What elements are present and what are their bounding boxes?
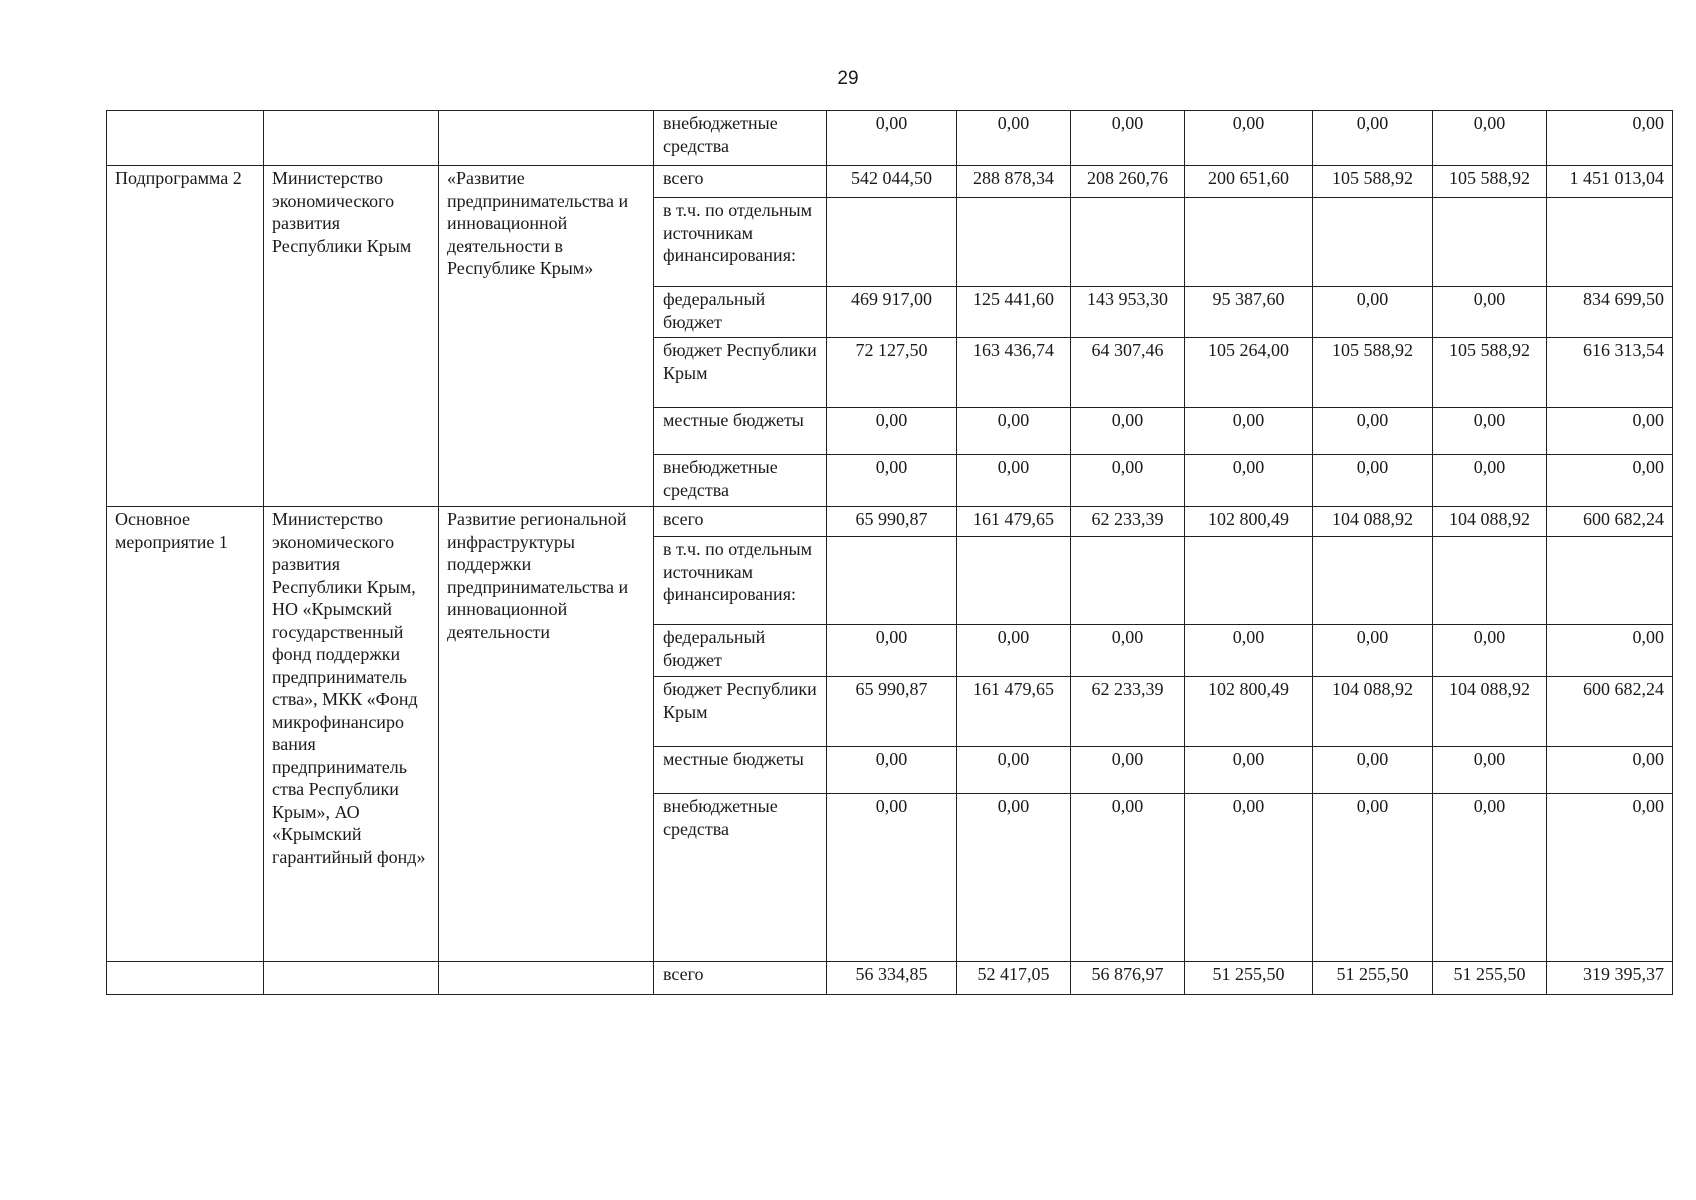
total-value-cell: 0,00: [1547, 794, 1673, 962]
year-value-cell: [1433, 198, 1547, 287]
entity-cell: Основное мероприятие 1: [107, 507, 264, 962]
year-value-cell: 62 233,39: [1071, 507, 1185, 537]
total-value-cell: [1547, 537, 1673, 625]
year-value-cell: 125 441,60: [957, 287, 1071, 338]
funding-source-cell: внебюджетные средства: [654, 111, 827, 166]
year-value-cell: 0,00: [1433, 747, 1547, 794]
executor-cell: Министерство экономического развития Республики Крым: [264, 166, 439, 507]
year-value-cell: [827, 198, 957, 287]
year-value-cell: 0,00: [1071, 455, 1185, 507]
year-value-cell: 542 044,50: [827, 166, 957, 198]
page-number: 29: [837, 68, 859, 89]
year-value-cell: 0,00: [1313, 408, 1433, 455]
year-value-cell: [1071, 537, 1185, 625]
year-value-cell: 0,00: [1313, 287, 1433, 338]
year-value-cell: 0,00: [1433, 408, 1547, 455]
year-value-cell: 0,00: [827, 625, 957, 677]
year-value-cell: 0,00: [1185, 794, 1313, 962]
year-value-cell: 0,00: [1071, 794, 1185, 962]
year-value-cell: 104 088,92: [1433, 677, 1547, 747]
total-value-cell: 616 313,54: [1547, 338, 1673, 408]
year-value-cell: 0,00: [1185, 625, 1313, 677]
year-value-cell: 51 255,50: [1433, 962, 1547, 995]
year-value-cell: 104 088,92: [1313, 507, 1433, 537]
funding-source-cell: федеральный бюджет: [654, 287, 827, 338]
year-value-cell: 0,00: [1071, 111, 1185, 166]
year-value-cell: 95 387,60: [1185, 287, 1313, 338]
year-value-cell: 51 255,50: [1185, 962, 1313, 995]
name-cell: Развитие региональной инфраструктуры поддержки предпринимательства и инновационной деятельности: [439, 507, 654, 962]
year-value-cell: 161 479,65: [957, 677, 1071, 747]
year-value-cell: [1071, 198, 1185, 287]
total-value-cell: 600 682,24: [1547, 507, 1673, 537]
year-value-cell: 0,00: [1433, 111, 1547, 166]
year-value-cell: 0,00: [1313, 111, 1433, 166]
year-value-cell: 208 260,76: [1071, 166, 1185, 198]
funding-source-cell: всего: [654, 166, 827, 198]
year-value-cell: 105 588,92: [1433, 166, 1547, 198]
year-value-cell: 0,00: [1433, 287, 1547, 338]
name-cell: «Развитие предпринимательства и инновационной деятельности в Республике Крым»: [439, 166, 654, 507]
year-value-cell: 64 307,46: [1071, 338, 1185, 408]
year-value-cell: 0,00: [957, 625, 1071, 677]
year-value-cell: 0,00: [827, 747, 957, 794]
budget-table: [106, 110, 1673, 995]
year-value-cell: 0,00: [1433, 455, 1547, 507]
year-value-cell: 0,00: [1185, 455, 1313, 507]
year-value-cell: 143 953,30: [1071, 287, 1185, 338]
total-value-cell: 0,00: [1547, 747, 1673, 794]
year-value-cell: 0,00: [1313, 625, 1433, 677]
funding-source-cell: бюджет Республики Крым: [654, 677, 827, 747]
total-value-cell: 0,00: [1547, 625, 1673, 677]
total-value-cell: 0,00: [1547, 455, 1673, 507]
executor-cell: [264, 111, 439, 166]
executor-cell: Министерство экономического развития Республики Крым, НО «Крымский государственный фонд поддержки предприниматель ства», МКК «Фонд микрофинансиро вания предприниматель ства Республики Крым», АО «Крымский гарантийный фонд»: [264, 507, 439, 962]
funding-source-cell: в т.ч. по отдельным источникам финансирования:: [654, 198, 827, 287]
year-value-cell: 105 264,00: [1185, 338, 1313, 408]
year-value-cell: 104 088,92: [1313, 677, 1433, 747]
total-value-cell: 834 699,50: [1547, 287, 1673, 338]
year-value-cell: 163 436,74: [957, 338, 1071, 408]
year-value-cell: 51 255,50: [1313, 962, 1433, 995]
name-cell: [439, 962, 654, 995]
name-cell: [439, 111, 654, 166]
total-value-cell: 319 395,37: [1547, 962, 1673, 995]
funding-source-cell: местные бюджеты: [654, 747, 827, 794]
year-value-cell: 72 127,50: [827, 338, 957, 408]
entity-cell: [107, 111, 264, 166]
year-value-cell: 56 876,97: [1071, 962, 1185, 995]
year-value-cell: 0,00: [827, 794, 957, 962]
year-value-cell: 0,00: [957, 111, 1071, 166]
funding-source-cell: всего: [654, 962, 827, 995]
year-value-cell: 104 088,92: [1433, 507, 1547, 537]
year-value-cell: 0,00: [827, 408, 957, 455]
year-value-cell: 0,00: [827, 455, 957, 507]
year-value-cell: 0,00: [827, 111, 957, 166]
year-value-cell: 0,00: [957, 794, 1071, 962]
total-value-cell: 0,00: [1547, 408, 1673, 455]
year-value-cell: [1185, 198, 1313, 287]
year-value-cell: [1313, 198, 1433, 287]
table-row: [107, 962, 1673, 995]
year-value-cell: 0,00: [1433, 625, 1547, 677]
year-value-cell: 0,00: [957, 747, 1071, 794]
total-value-cell: [1547, 198, 1673, 287]
year-value-cell: 102 800,49: [1185, 507, 1313, 537]
table-row: [107, 507, 1673, 537]
year-value-cell: 0,00: [1313, 455, 1433, 507]
entity-cell: Подпрограмма 2: [107, 166, 264, 507]
funding-source-cell: внебюджетные средства: [654, 794, 827, 962]
executor-cell: [264, 962, 439, 995]
year-value-cell: [957, 198, 1071, 287]
total-value-cell: 0,00: [1547, 111, 1673, 166]
year-value-cell: 62 233,39: [1071, 677, 1185, 747]
funding-source-cell: местные бюджеты: [654, 408, 827, 455]
year-value-cell: 65 990,87: [827, 507, 957, 537]
entity-cell: [107, 962, 264, 995]
year-value-cell: [827, 537, 957, 625]
year-value-cell: 0,00: [957, 455, 1071, 507]
year-value-cell: 105 588,92: [1313, 166, 1433, 198]
table-row: [107, 111, 1673, 166]
total-value-cell: 600 682,24: [1547, 677, 1673, 747]
year-value-cell: 102 800,49: [1185, 677, 1313, 747]
funding-source-cell: всего: [654, 507, 827, 537]
year-value-cell: 200 651,60: [1185, 166, 1313, 198]
funding-source-cell: федеральный бюджет: [654, 625, 827, 677]
year-value-cell: 0,00: [1071, 747, 1185, 794]
total-value-cell: 1 451 013,04: [1547, 166, 1673, 198]
year-value-cell: 65 990,87: [827, 677, 957, 747]
year-value-cell: 52 417,05: [957, 962, 1071, 995]
year-value-cell: 288 878,34: [957, 166, 1071, 198]
year-value-cell: 469 917,00: [827, 287, 957, 338]
year-value-cell: 0,00: [1185, 408, 1313, 455]
year-value-cell: [1185, 537, 1313, 625]
year-value-cell: 0,00: [1185, 747, 1313, 794]
year-value-cell: 105 588,92: [1313, 338, 1433, 408]
year-value-cell: 56 334,85: [827, 962, 957, 995]
year-value-cell: 161 479,65: [957, 507, 1071, 537]
year-value-cell: [957, 537, 1071, 625]
year-value-cell: 0,00: [957, 408, 1071, 455]
funding-source-cell: внебюджетные средства: [654, 455, 827, 507]
year-value-cell: 0,00: [1313, 794, 1433, 962]
year-value-cell: [1313, 537, 1433, 625]
year-value-cell: 0,00: [1433, 794, 1547, 962]
year-value-cell: 0,00: [1313, 747, 1433, 794]
year-value-cell: 105 588,92: [1433, 338, 1547, 408]
table-row: [107, 166, 1673, 198]
funding-source-cell: бюджет Республики Крым: [654, 338, 827, 408]
year-value-cell: 0,00: [1185, 111, 1313, 166]
year-value-cell: 0,00: [1071, 625, 1185, 677]
funding-source-cell: в т.ч. по отдельным источникам финансирования:: [654, 537, 827, 625]
year-value-cell: [1433, 537, 1547, 625]
year-value-cell: 0,00: [1071, 408, 1185, 455]
